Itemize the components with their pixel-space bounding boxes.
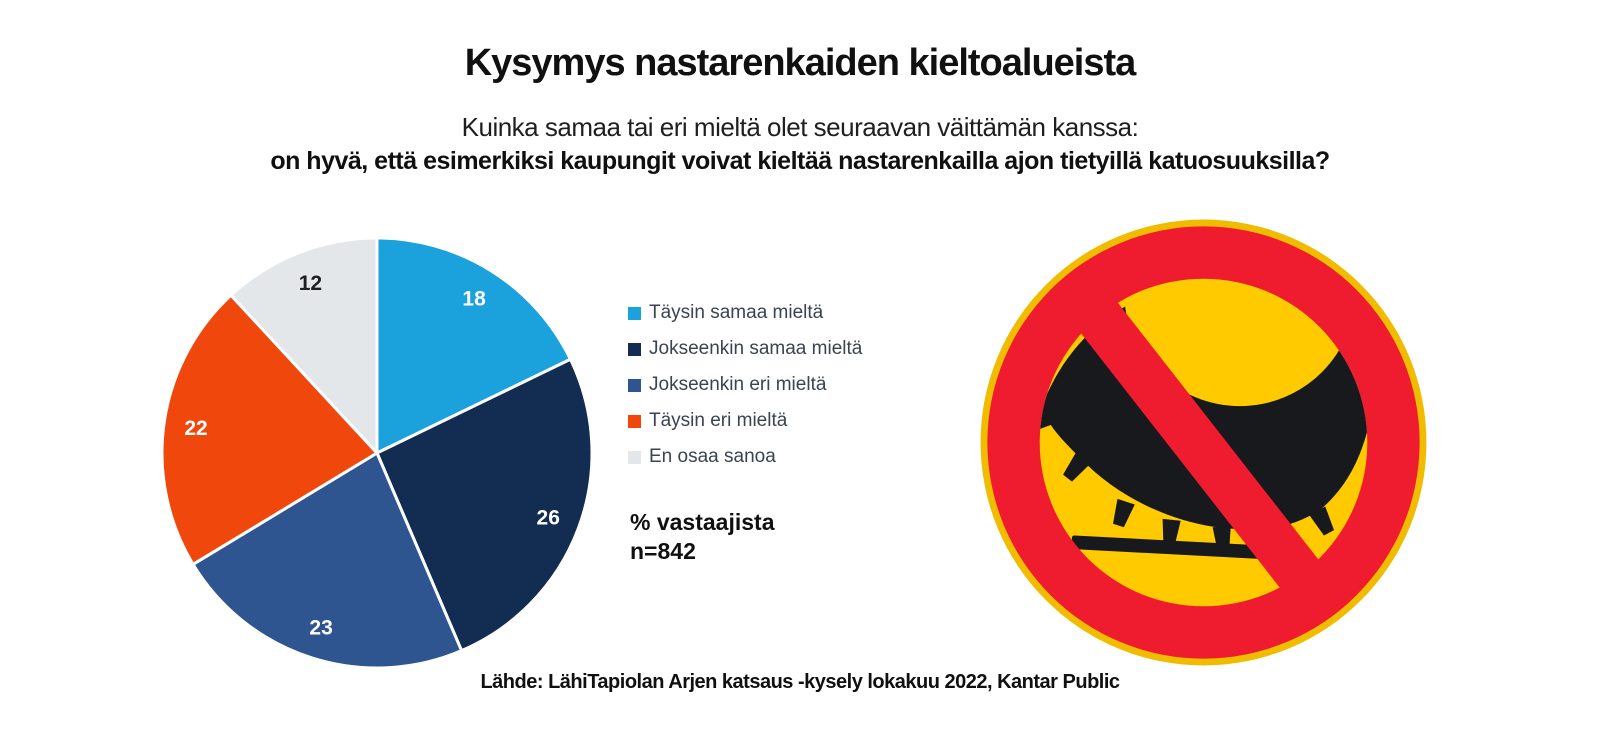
legend-item-3 xyxy=(628,410,862,432)
unit-label: % vastaajista xyxy=(630,509,775,535)
legend-swatch-icon xyxy=(628,307,641,320)
legend-swatch-icon xyxy=(628,379,641,392)
pie-slice-value-3: 22 xyxy=(184,416,208,440)
legend-item-1 xyxy=(628,338,862,360)
legend-label-3: Täysin eri mieltä xyxy=(649,410,788,431)
chart-stats xyxy=(630,508,774,566)
pie-slice-value-4: 12 xyxy=(298,272,323,296)
legend-label-1: Jokseenkin samaa mieltä xyxy=(649,338,863,359)
legend-swatch-icon xyxy=(628,343,641,356)
legend xyxy=(628,302,862,468)
pie-chart-svg xyxy=(157,233,597,673)
pie-slice-value-0: 18 xyxy=(462,287,486,311)
pie-slice-value-2: 23 xyxy=(309,616,333,640)
source-note: Lähde: LähiTapiolan Arjen katsaus -kysely lokakuu 2022, Kantar Public xyxy=(480,671,1120,693)
pie-slice-value-1: 26 xyxy=(536,506,560,530)
legend-swatch-icon xyxy=(628,415,641,428)
pie-chart xyxy=(157,233,597,673)
no-studded-tires-sign xyxy=(976,215,1431,670)
legend-label-4: En osaa sanoa xyxy=(649,446,776,467)
legend-label-2: Jokseenkin eri mieltä xyxy=(649,374,827,395)
subtitle-statement: on hyvä, että esimerkiksi kaupungit voivat kieltää nastarenkailla ajon tietyillä katuosuuksilla? xyxy=(270,147,1330,175)
traffic-sign-svg xyxy=(976,215,1431,670)
page-title: Kysymys nastarenkaiden kieltoalueista xyxy=(464,42,1136,84)
legend-item-0 xyxy=(628,302,862,324)
sample-size-label: n=842 xyxy=(630,538,696,564)
legend-item-4 xyxy=(628,446,862,468)
legend-label-0: Täysin samaa mieltä xyxy=(649,302,824,323)
legend-swatch-icon xyxy=(628,451,641,464)
subtitle-question: Kuinka samaa tai eri mieltä olet seuraavan väittämän kanssa: xyxy=(461,112,1139,142)
legend-item-2 xyxy=(628,374,862,396)
